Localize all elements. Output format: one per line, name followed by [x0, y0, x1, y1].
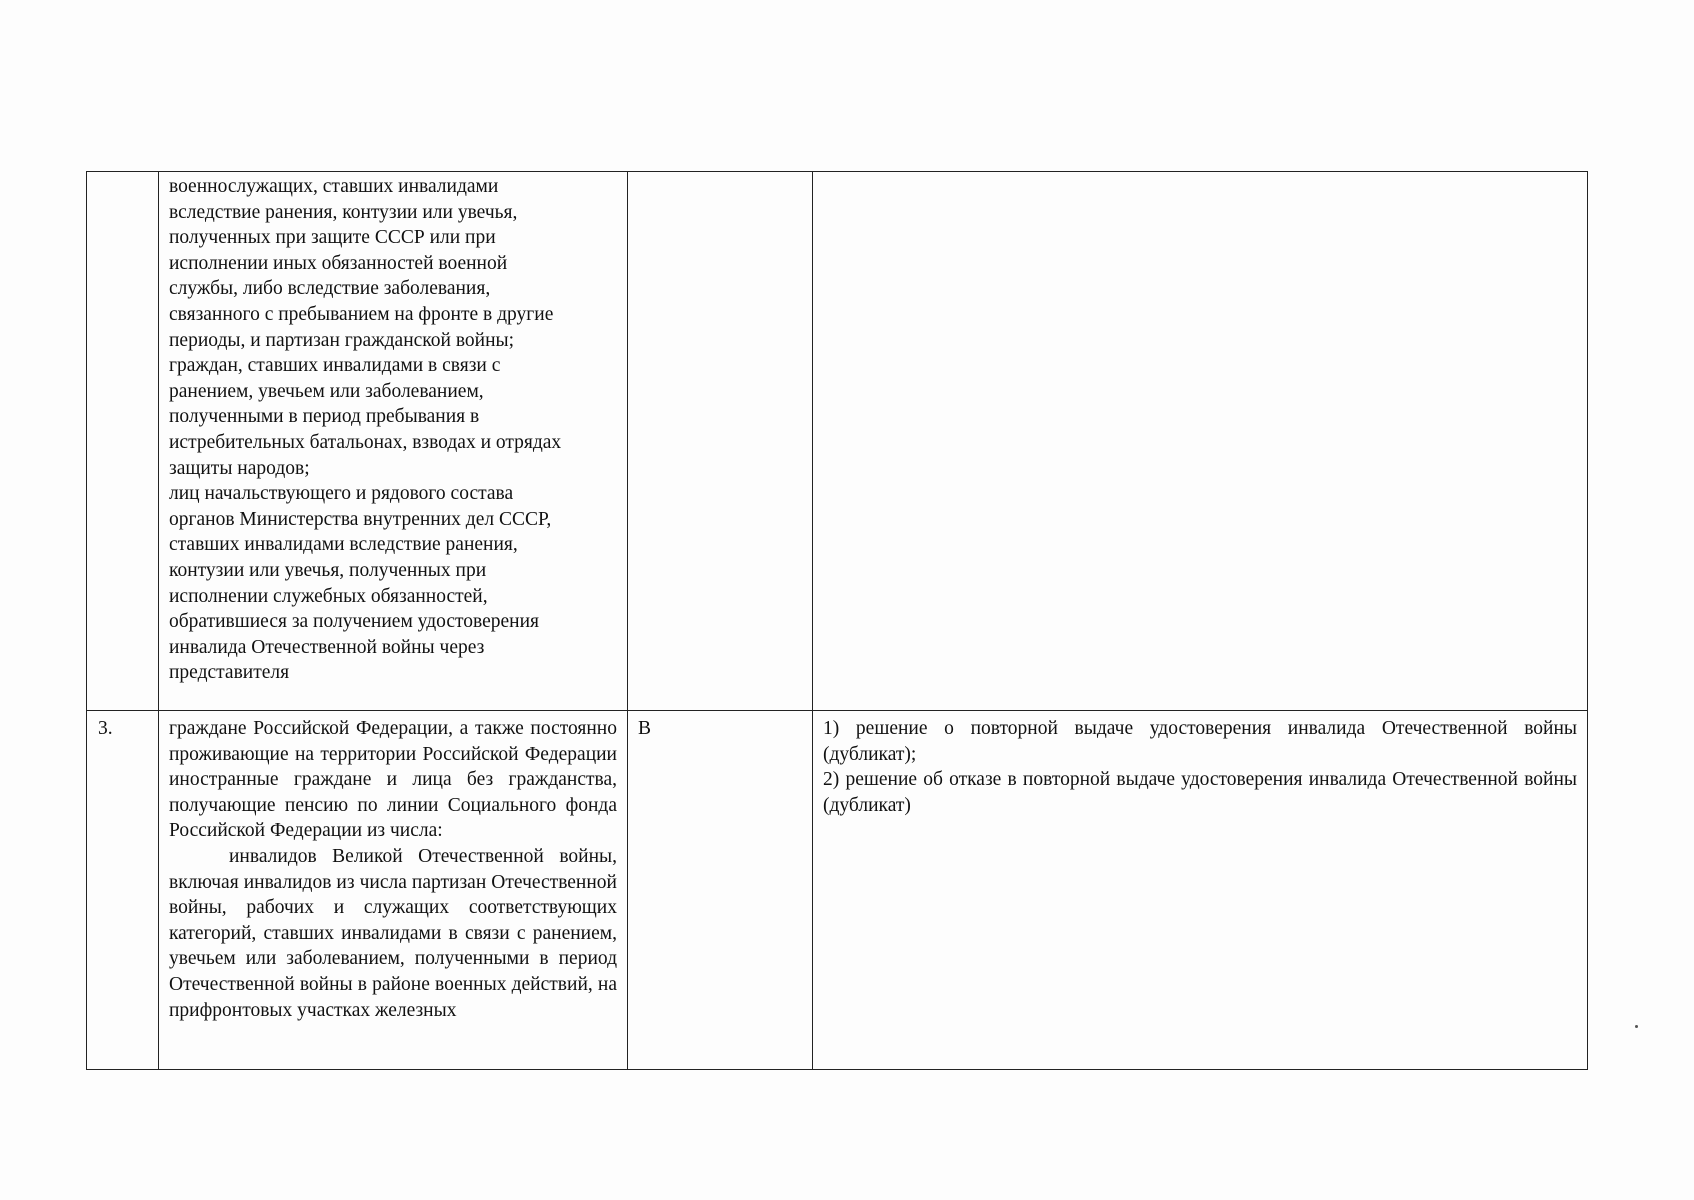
result-cell	[813, 172, 1588, 711]
description-paragraph-2: инвалидов Великой Отечественной войны, включая инвалидов из числа партизан Отечественной войны, рабочих и служащих соответствующих категорий, ставших инвалидами в связи с ранением, увечьем или заболеванием, полученными в период Отечественной войны в районе военных действий, на прифронтовых участках железных	[169, 845, 617, 1021]
description-line: лиц начальствующего и рядового состава	[169, 483, 514, 505]
description-line: полученными в период пребывания в	[169, 406, 480, 428]
description-line: защиты народов;	[169, 457, 310, 479]
description-line: контузии или увечья, полученных при	[169, 559, 487, 581]
description-line: обратившиеся за получением удостоверения	[169, 611, 540, 633]
description-line: связанного с пребыванием на фронте в другие	[169, 303, 554, 325]
description-cell	[159, 711, 628, 1070]
table-row-3	[87, 711, 1588, 1070]
description-line: представителя	[169, 662, 290, 684]
code-cell	[628, 711, 813, 1070]
row-number-cell	[87, 711, 159, 1070]
description-line: исполнении иных обязанностей военной	[169, 252, 508, 274]
description-line: военнослужащих, ставших инвалидами	[169, 176, 499, 197]
document-table	[86, 171, 1588, 1070]
description-text	[159, 711, 627, 1023]
description-line: службы, либо вследствие заболевания,	[169, 278, 491, 300]
table-row-continued	[87, 172, 1588, 711]
description-line: ставших инвалидами вследствие ранения,	[169, 534, 518, 556]
row-number: 3.	[98, 718, 113, 739]
description-line: истребительных батальонах, взводах и отрядах	[169, 431, 562, 453]
description-paragraph-1: граждане Российской Федерации, а также постоянно проживающие на территории Российской Федерации иностранные граждане и лица без гражданства, получающие пенсию по линии Социального фонда Российской Федерации из числа:	[169, 718, 617, 842]
description-line: периоды, и партизан гражданской войны;	[169, 329, 515, 351]
result-cell	[813, 711, 1588, 1070]
code-text: В	[638, 718, 652, 739]
row-number	[87, 172, 158, 177]
code-cell	[628, 172, 813, 711]
description-line: граждан, ставших инвалидами в связи с	[169, 355, 501, 377]
result-text	[813, 172, 1587, 177]
description-cell	[159, 172, 628, 711]
result-text	[813, 711, 1587, 818]
description-line: вследствие ранения, контузии или увечья,	[169, 201, 518, 223]
result-item-1: 1) решение о повторной выдаче удостоверения инвалида Отечественной войны (дубликат);	[823, 718, 1577, 765]
description-line: органов Министерства внутренних дел СССР,	[169, 508, 552, 530]
description-line: полученных при защите СССР или при	[169, 227, 496, 249]
description-line: исполнении служебных обязанностей,	[169, 585, 488, 607]
result-item-2: 2) решение об отказе в повторной выдаче удостоверения инвалида Отечественной войны (дубликат)	[823, 769, 1577, 816]
code-text	[628, 172, 812, 177]
description-line: инвалида Отечественной войны через	[169, 636, 485, 658]
description-line: ранением, увечьем или заболеванием,	[169, 380, 484, 402]
description-text	[159, 172, 627, 686]
scan-dot-mark	[1635, 1025, 1638, 1028]
row-number-cell	[87, 172, 159, 711]
